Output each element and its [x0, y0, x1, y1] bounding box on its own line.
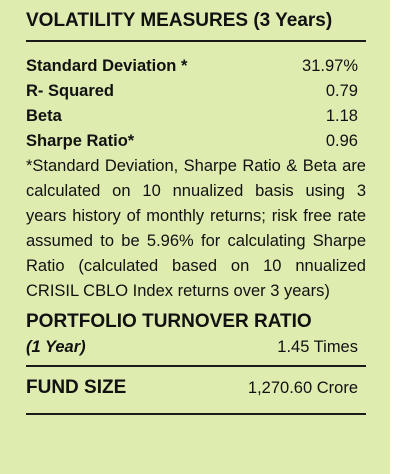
divider: [26, 365, 366, 367]
divider: [26, 40, 366, 42]
volatility-footnote: *Standard Deviation, Sharpe Ratio & Beta are calculated on 10 nnualized basis using 3 years history of monthly returns; risk free rate assumed to be 5.96% for calculating Sharpe Ratio (calculated based on 10 nnualized CRISIL CBLO Index returns over 3 years): [26, 157, 366, 300]
metric-value: 31.97%: [302, 57, 358, 75]
metric-label: Standard Deviation *: [26, 57, 188, 75]
metric-label: Sharpe Ratio*: [26, 132, 135, 150]
fund-size-label: FUND SIZE: [26, 377, 127, 398]
metric-r-squared: [26, 79, 366, 104]
metric-standard-deviation: [26, 54, 366, 79]
metric-beta: [26, 104, 366, 129]
metric-value: 0.79: [325, 82, 358, 100]
metric-label: Beta: [26, 107, 62, 125]
volatility-metrics: [26, 54, 366, 154]
divider: [26, 413, 366, 415]
metric-sharpe-ratio: [26, 129, 366, 154]
volatility-title: VOLATILITY MEASURES (3 Years): [26, 10, 333, 31]
turnover-period: (1 Year): [26, 338, 86, 356]
metric-value: 0.96: [325, 132, 358, 150]
turnover-row: [26, 335, 366, 360]
turnover-title: PORTFOLIO TURNOVER RATIO: [26, 311, 312, 332]
turnover-value: 1.45 Times: [277, 338, 358, 356]
fund-size-row: [26, 371, 366, 405]
fund-size-value: 1,270.60 Crore: [247, 379, 358, 397]
metric-label: R- Squared: [26, 82, 115, 100]
metric-value: 1.18: [325, 107, 358, 125]
